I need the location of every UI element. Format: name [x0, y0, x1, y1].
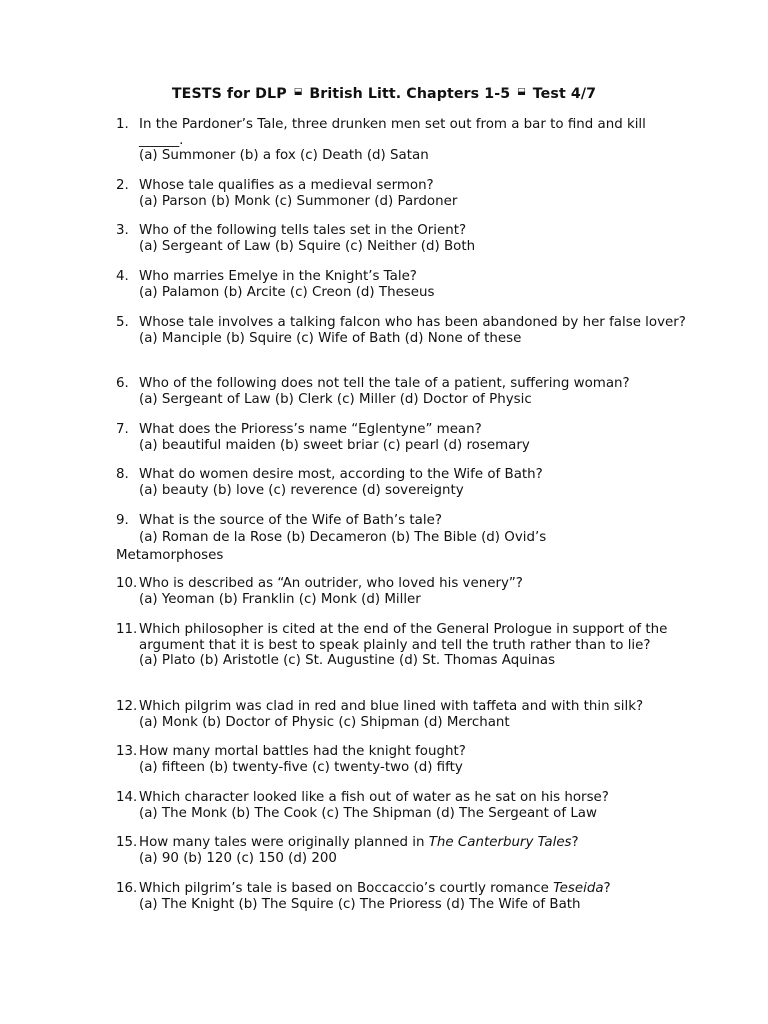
- question-text-end: ?: [571, 835, 579, 850]
- question-12: [116, 699, 691, 730]
- question-7: [116, 422, 691, 453]
- question-options: (a) beauty (b) love (c) reverence (d) sovereignty: [139, 482, 464, 498]
- page-title: [0, 86, 768, 102]
- question-15: [116, 835, 691, 866]
- question-options: (a) Plato (b) Aristotle (c) St. Augustine (d) St. Thomas Aquinas: [139, 653, 556, 669]
- question-11: [116, 622, 691, 669]
- question-options: (a) Roman de la Rose (b) Decameron (b) The Bible (d) Ovid’s Metamorphoses: [116, 529, 547, 563]
- question-10: [116, 576, 691, 607]
- question-number: 13.: [116, 744, 138, 759]
- question-1: [116, 117, 691, 164]
- question-number: 4.: [116, 269, 129, 284]
- question-13: [116, 744, 691, 775]
- question-number: 14.: [116, 790, 138, 805]
- question-text: What does the Prioress’s name “Eglentyne” mean?: [139, 422, 482, 437]
- question-text: Who is described as “An outrider, who loved his venery”?: [139, 576, 523, 591]
- question-number: 12.: [116, 699, 138, 714]
- question-text: [139, 835, 691, 851]
- question-number: 3.: [116, 223, 129, 238]
- question-number: 2.: [116, 178, 129, 193]
- romance-title: Teseida: [553, 881, 604, 896]
- separator-icon: ⬓: [517, 87, 526, 97]
- question-text: Which pilgrim was clad in red and blue lined with taffeta and with thin silk?: [139, 699, 644, 714]
- title-part-2: British Litt. Chapters 1-5: [309, 86, 511, 102]
- question-number: 10.: [116, 576, 138, 591]
- question-text: Who marries Emelye in the Knight’s Tale?: [139, 269, 417, 284]
- question-text-start: Which pilgrim’s tale is based on Boccaccio’s courtly romance: [139, 881, 554, 896]
- question-text: [139, 881, 691, 897]
- question-options: (a) Palamon (b) Arcite (c) Creon (d) Theseus: [139, 284, 435, 300]
- question-6: [116, 376, 691, 407]
- question-options: (a) Yeoman (b) Franklin (c) Monk (d) Miller: [139, 591, 421, 607]
- question-options: (a) Sergeant of Law (b) Clerk (c) Miller (d) Doctor of Physic: [139, 391, 532, 407]
- question-5: [116, 315, 691, 346]
- question-number: 9.: [116, 513, 129, 528]
- question-options: (a) Summoner (b) a fox (c) Death (d) Satan: [139, 148, 429, 164]
- question-4: [116, 269, 691, 300]
- question-text: Whose tale qualifies as a medieval sermon?: [139, 178, 434, 193]
- question-text: How many mortal battles had the knight fought?: [139, 744, 466, 759]
- question-text-start: How many tales were originally planned in: [139, 835, 429, 850]
- book-title: The Canterbury Tales: [428, 835, 572, 850]
- question-3: [116, 223, 691, 254]
- question-number: 5.: [116, 315, 129, 330]
- question-text: Who of the following tells tales set in the Orient?: [139, 223, 467, 238]
- question-text: Whose tale involves a talking falcon who has been abandoned by her false lover?: [139, 315, 686, 330]
- question-text: Who of the following does not tell the tale of a patient, suffering woman?: [139, 376, 630, 391]
- question-number: 8.: [116, 467, 129, 482]
- question-number: 11.: [116, 622, 138, 637]
- question-options: (a) Manciple (b) Squire (c) Wife of Bath (d) None of these: [139, 330, 522, 346]
- question-options: (a) The Knight (b) The Squire (c) The Prioress (d) The Wife of Bath: [139, 896, 581, 912]
- question-8: [116, 467, 691, 498]
- question-2: [116, 178, 691, 209]
- question-options: (a) 90 (b) 120 (c) 150 (d) 200: [139, 850, 337, 866]
- question-number: 1.: [116, 117, 129, 132]
- separator-icon: ⬓: [293, 87, 303, 97]
- question-number: 7.: [116, 422, 129, 437]
- question-options: (a) Monk (b) Doctor of Physic (c) Shipman (d) Merchant: [139, 714, 510, 730]
- question-text: What is the source of the Wife of Bath’s tale?: [139, 513, 442, 528]
- question-14: [116, 790, 691, 821]
- question-text: In the Pardoner’s Tale, three drunken men set out from a bar to find and kill ______.: [139, 117, 646, 148]
- question-16: [116, 881, 691, 912]
- question-options: (a) fifteen (b) twenty-five (c) twenty-two (d) fifty: [139, 759, 463, 775]
- title-part-1: TESTS for DLP: [171, 86, 287, 102]
- question-options: (a) The Monk (b) The Cook (c) The Shipman (d) The Sergeant of Law: [139, 805, 597, 821]
- question-number: 15.: [116, 835, 138, 850]
- title-part-3: Test 4/7: [532, 86, 597, 102]
- question-options: (a) Sergeant of Law (b) Squire (c) Neither (d) Both: [139, 238, 476, 254]
- question-options: (a) beautiful maiden (b) sweet briar (c) pearl (d) rosemary: [139, 437, 530, 453]
- question-text: What do women desire most, according to the Wife of Bath?: [139, 467, 543, 482]
- question-9: [116, 513, 596, 565]
- question-number: 6.: [116, 376, 129, 391]
- question-text: Which character looked like a fish out of water as he sat on his horse?: [139, 790, 609, 805]
- question-text: Which philosopher is cited at the end of the General Prologue in support of the argument that it is best to speak plainly and tell the truth rather than to lie?: [139, 622, 668, 653]
- question-number: 16.: [116, 881, 138, 896]
- question-text-end: ?: [603, 881, 611, 896]
- question-options: (a) Parson (b) Monk (c) Summoner (d) Pardoner: [139, 193, 458, 209]
